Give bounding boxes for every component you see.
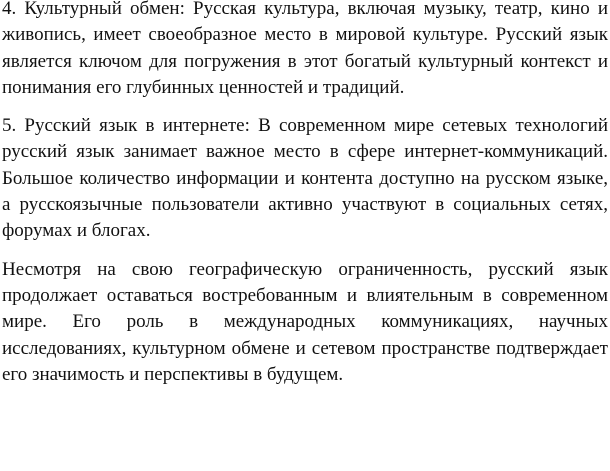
paragraph-cultural-exchange: 4. Культурный обмен: Русская культура, включая музыку, театр, кино и живопись, имеет своеобразное место в мировой культуре. Русский язык является ключом для погружения в этот богатый культурный контекст и понимания его глубинных ценностей и традиций. [2, 0, 608, 98]
paragraph-conclusion: Несмотря на свою географическую ограниченность, русский язык продолжает оставаться востребованным и влиятельным в современном мире. Его роль в международных коммуникациях, научных исследованиях, культурном обмене и сетевом пространстве подтверждает его значимость и перспективы в будущем. [2, 258, 608, 385]
paragraph-russian-internet: 5. Русский язык в интернете: В современном мире сетевых технологий русский язык занимает важное место в сфере интернет-коммуникаций. Большое количество информации и контента доступно на русском языке, а русскоязычные пользователи активно участвуют в социальных сетях, форумах и блогах. [2, 115, 608, 242]
